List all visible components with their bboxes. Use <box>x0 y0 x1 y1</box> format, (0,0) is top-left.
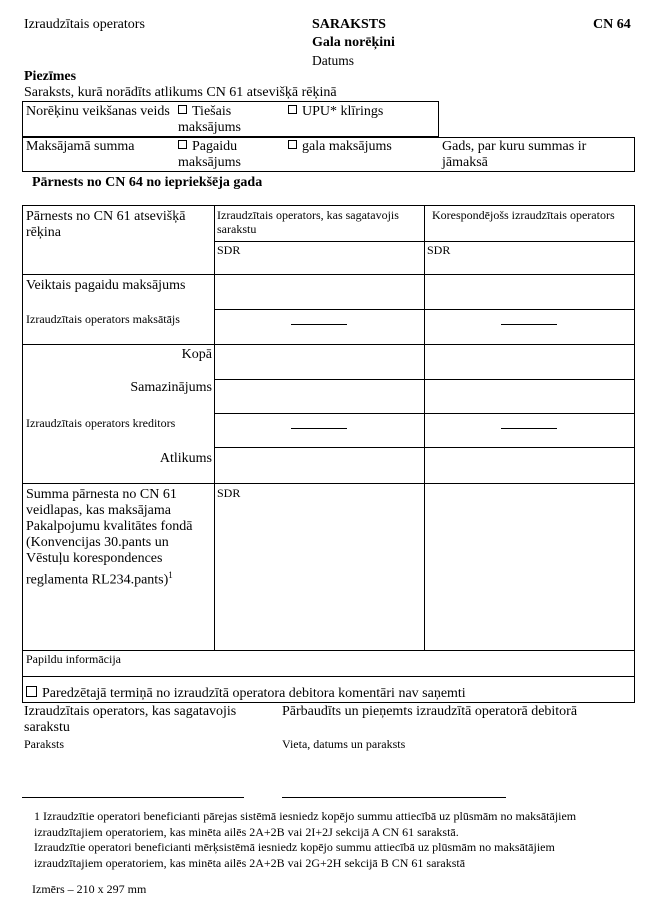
main-table <box>22 205 635 677</box>
notes-line: Saraksts, kurā norādīts atlikums CN 61 atsevišķā rēķinā <box>24 85 337 100</box>
footnote-line: izraudzītajiem operatoriem, kas minēta ailēs 2A+2B vai 2G+2H sekcijā B CN 61 sarakstā <box>34 855 466 870</box>
checkbox-icon[interactable] <box>178 140 187 149</box>
reduction-label: Samazinājums <box>130 380 212 395</box>
sdr-label-col1: SDR <box>217 243 241 257</box>
upu-clearing-option[interactable] <box>288 104 383 120</box>
notes-title: Piezīmes <box>24 69 77 84</box>
final-payment-option[interactable] <box>288 139 392 155</box>
checkbox-icon[interactable] <box>178 105 187 114</box>
checkbox-icon[interactable] <box>288 105 297 114</box>
designated-operator-label: Izraudzītais operators <box>24 17 145 32</box>
checkbox-icon[interactable] <box>288 140 297 149</box>
transferred-title: Pārnests no CN 64 no iepriekšēja gada <box>32 175 263 190</box>
transferred-from-cn61-label: Pārnests no CN 61 atsevišķā rēķina <box>26 209 186 240</box>
quality-fund-text: Summa pārnesta no CN 61 veidlapas, kas maksājama Pakalpojumu kvalitātes fondā (Konvencijas 30.pants un Vēstuļu korespondences reglamenta RL234.pants) <box>26 487 193 588</box>
footnote-line: izraudzītajiem operatoriem, kas minēta ailēs 2A+2B vai 2I+2J sekcijā A CN 61 sarakstā. <box>34 824 459 839</box>
creditor-col1-line <box>291 428 347 429</box>
document-subtitle: Gala norēķini <box>312 35 395 50</box>
preparing-operator-signature-label: Izraudzītais operators, kas sagatavojis sarakstu <box>24 704 237 735</box>
creditor-col2-line <box>501 428 557 429</box>
settlement-label: Norēķinu veikšanas veids <box>26 104 170 119</box>
size-note: Izmērs – 210 x 297 mm <box>32 882 147 896</box>
no-comments-option[interactable] <box>26 686 466 702</box>
interim-payment-option[interactable] <box>178 139 278 171</box>
form-code: CN 64 <box>593 17 631 32</box>
no-comments-text: Paredzētajā termiņā no izraudzītā operatora debitora komentāri nav saņemti <box>42 686 466 701</box>
direct-payment-option[interactable] <box>178 104 283 136</box>
signature-sublabel: Paraksts <box>24 737 64 751</box>
checkbox-icon[interactable] <box>26 686 37 697</box>
sdr-label-qsf: SDR <box>217 486 241 500</box>
payer-operator-label: Izraudzītais operators maksātājs <box>26 312 180 326</box>
date-label: Datums <box>312 53 354 68</box>
additional-info-label: Papildu informācija <box>26 652 121 666</box>
balance-label: Atlikums <box>159 451 212 466</box>
footnote-ref: 1 <box>168 570 173 580</box>
footnote-line: Izraudzītie operatori beneficianti mērķsistēmā iesniedz kopējo summu attiecībā uz plūsmām no maksātājiem <box>34 840 555 854</box>
footnote-line: 1 Izraudzītie operatori beneficianti pārejas sistēmā iesniedz kopējo summu attiecībā uz plūsmām no maksātājiem <box>34 809 577 823</box>
payable-label: Maksājamā summa <box>26 139 135 154</box>
debtor-verification-label: Pārbaudīts un pieņemts izraudzītā operatorā debitorā <box>282 704 578 719</box>
right-signature-line <box>282 797 506 798</box>
year-label: Gads, par kuru summas ir jāmaksā <box>442 139 587 170</box>
col-corresponding-operator-header: Korespondējošs izraudzītais operators <box>432 208 615 222</box>
interim-payment-label: Pagaidu maksājums <box>178 139 241 170</box>
quality-fund-label <box>26 487 206 589</box>
upu-clearing-label: UPU* klīrings <box>302 104 384 119</box>
place-date-signature-label: Vieta, datums un paraksts <box>282 737 406 751</box>
interim-payments-label: Veiktais pagaidu maksājums <box>26 278 186 293</box>
footnotes <box>34 809 624 871</box>
document-title: SARAKSTS <box>312 17 386 32</box>
left-signature-line <box>22 797 244 798</box>
direct-payment-label: Tiešais maksājums <box>178 104 241 135</box>
sdr-label-col2: SDR <box>427 243 451 257</box>
total-label: Kopā <box>181 347 212 362</box>
creditor-operator-label: Izraudzītais operators kreditors <box>26 416 176 430</box>
final-payment-label: gala maksājums <box>302 139 392 154</box>
payer-col2-line <box>501 324 557 325</box>
col-preparing-operator-header: Izraudzītais operators, kas sagatavojis sarakstu <box>217 208 399 236</box>
payer-col1-line <box>291 324 347 325</box>
